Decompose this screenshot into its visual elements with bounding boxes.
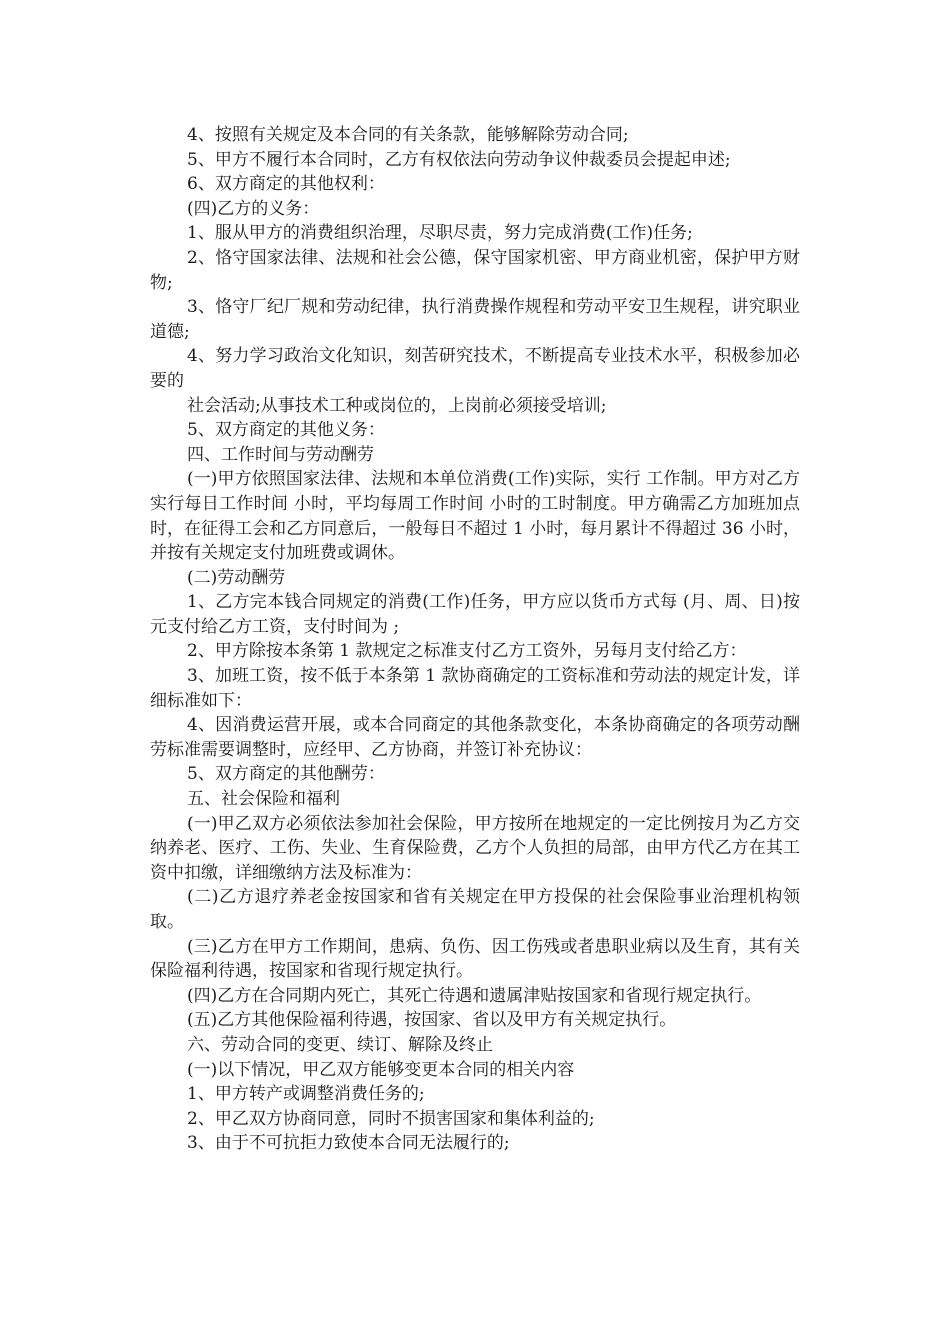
- paragraph: (一)甲方依照国家法律、法规和本单位消费(工作)实际，实行 工作制。甲方对乙方实行每日工作时间 小时，平均每周工作时间 小时的工时制度。甲方确需乙方加班加点时，在征得工会和乙方同意后，一般每日不超过 1 小时，每月累计不得超过 36 小时，并按有关规定支付加班费或调休。: [150, 469, 800, 564]
- paragraph: (二)乙方退疗养老金按国家和省有关规定在甲方投保的社会保险事业治理机构领取。: [150, 887, 800, 932]
- paragraph: 3、由于不可抗拒力致使本合同无法履行的;: [187, 1133, 510, 1154]
- section-heading: 四、工作时间与劳动酬劳: [187, 444, 374, 465]
- paragraph: (五)乙方其他保险福利待遇，按国家、省以及甲方有关规定执行。: [187, 1010, 677, 1031]
- paragraph: 6、双方商定的其他权利：: [187, 174, 385, 195]
- paragraph: 社会活动;从事技术工种或岗位的，上岗前必须接受培训;: [187, 395, 607, 416]
- section-heading: 五、社会保险和福利: [187, 789, 340, 810]
- section-heading: (四)乙方的义务：: [187, 198, 320, 219]
- paragraph: (三)乙方在甲方工作期间，患病、负伤、因工伤残或者患职业病以及生育，其有关保险福利待遇，按国家和省现行规定执行。: [150, 936, 800, 982]
- document-body: [150, 123, 800, 1156]
- paragraph: (一)以下情况，甲乙双方能够变更本合同的相关内容: [187, 1059, 575, 1080]
- paragraph: 3、加班工资，按不低于本条第 1 款协商确定的工资标准和劳动法的规定计发，详细标准如下：: [150, 666, 800, 711]
- paragraph: 1、甲方转产或调整消费任务的;: [187, 1084, 425, 1105]
- paragraph: (四)乙方在合同期内死亡，其死亡待遇和遗属津贴按国家和省现行规定执行。: [187, 985, 762, 1006]
- paragraph: (一)甲乙双方必须依法参加社会保险，甲方按所在地规定的一定比例按月为乙方交纳养老、医疗、工伤、失业、生育保险费，乙方个人负担的局部，由甲方代乙方在其工资中扣缴，详细缴纳方法及标准为：: [150, 813, 800, 883]
- paragraph: 4、按照有关规定及本合同的有关条款，能够解除劳动合同;: [187, 125, 629, 145]
- paragraph: 5、双方商定的其他酬劳：: [187, 764, 385, 785]
- paragraph: 2、甲乙双方协商同意，同时不损害国家和集体利益的;: [187, 1108, 595, 1129]
- paragraph: 2、恪守国家法律、法规和社会公德，保守国家机密、甲方商业机密，保护甲方财物;: [150, 247, 800, 293]
- section-heading: 六、劳动合同的变更、续订、解除及终止: [187, 1034, 493, 1055]
- paragraph: 1、乙方完本钱合同规定的消费(工作)任务，甲方应以货币方式每 (月、周、日)按 元支付给乙方工资，支付时间为 ;: [150, 592, 800, 637]
- paragraph: 5、双方商定的其他义务：: [187, 420, 385, 441]
- paragraph: 3、恪守厂纪厂规和劳动纪律，执行消费操作规程和劳动平安卫生规程，讲究职业道德;: [150, 297, 800, 342]
- paragraph: 2、甲方除按本条第 1 款规定之标准支付乙方工资外，另每月支付给乙方：: [187, 641, 747, 662]
- paragraph: 5、甲方不履行本合同时，乙方有权依法向劳动争议仲裁委员会提起申述;: [187, 149, 731, 170]
- paragraph: 1、服从甲方的消费组织治理，尽职尽责，努力完成消费(工作)任务;: [187, 223, 693, 244]
- paragraph: 4、努力学习政治文化知识，刻苦研究技术，不断提高专业技术水平，积极参加必要的: [150, 346, 800, 391]
- paragraph: 4、因消费运营开展，或本合同商定的其他条款变化，本条协商确定的各项劳动酬劳标准需要调整时，应经甲、乙方协商，并签订补充协议：: [150, 715, 800, 760]
- section-heading: (二)劳动酬劳: [187, 567, 286, 588]
